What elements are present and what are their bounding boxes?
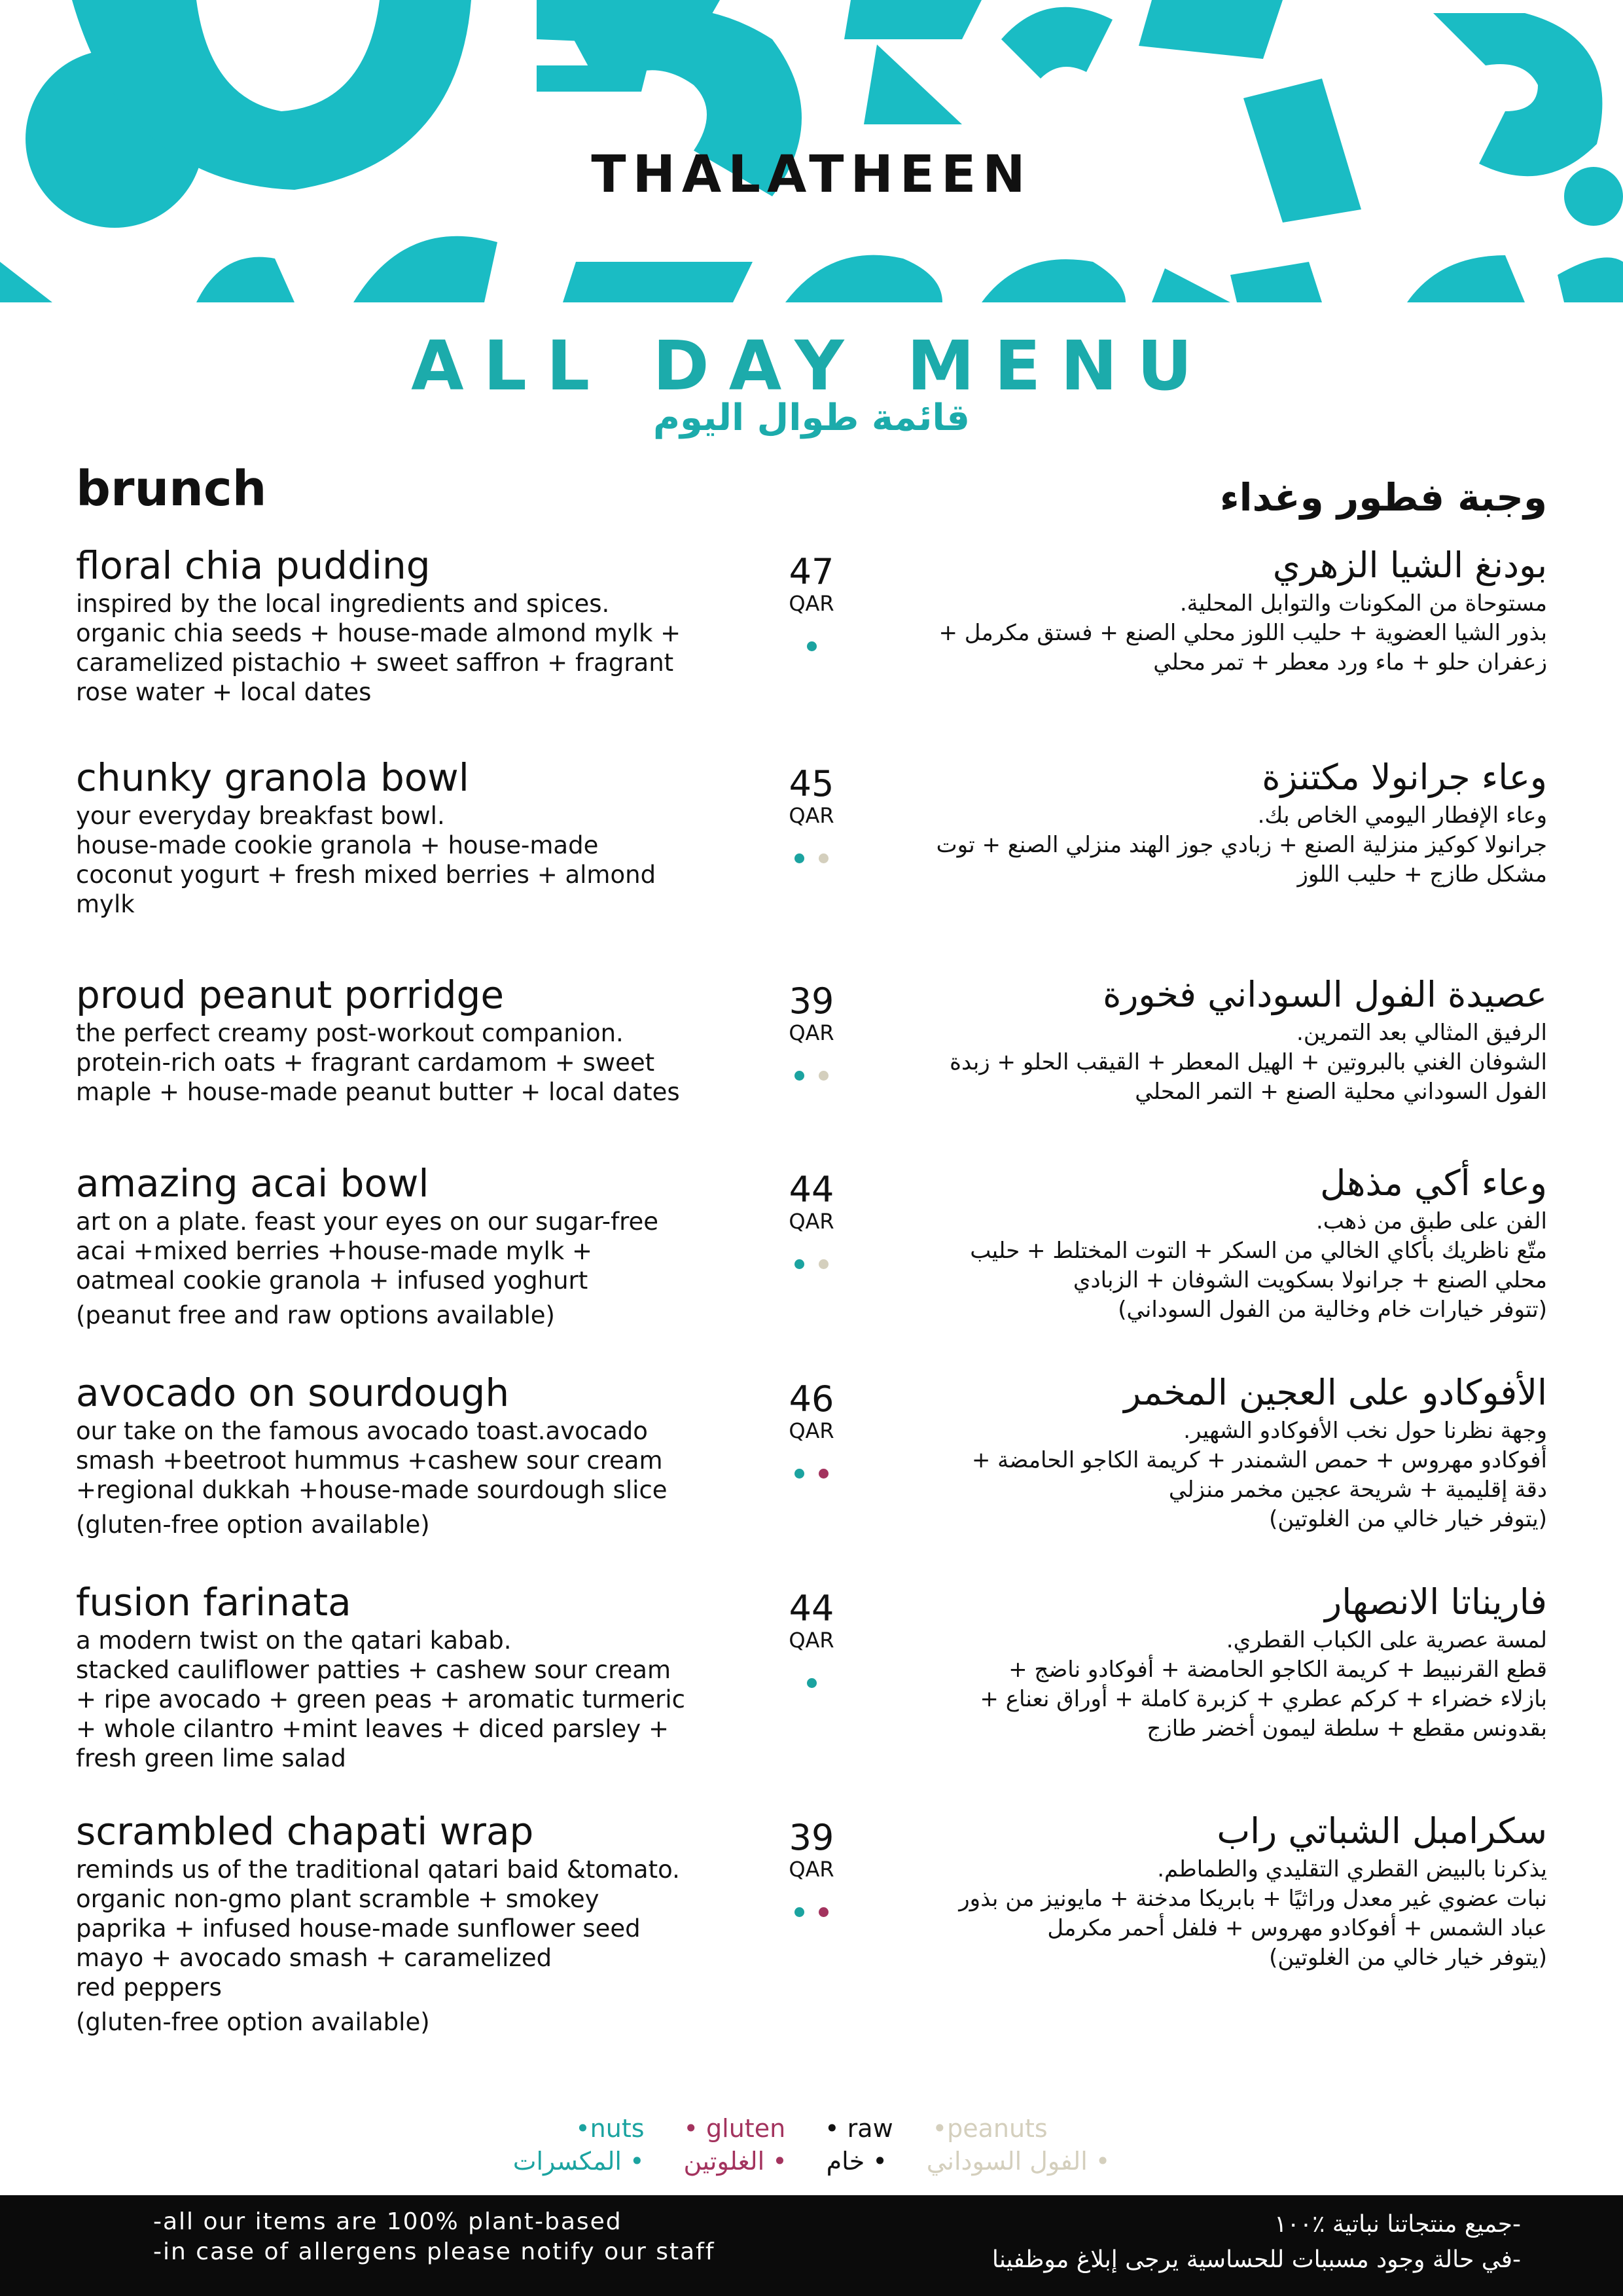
item-description-line: paprika + infused house-made sunflower seed	[76, 1914, 641, 1943]
item-description-line-arabic: مشكل طازج + حليب اللوز	[1297, 861, 1547, 888]
item-name-arabic: الأفوكادو على العجين المخمر	[1124, 1372, 1547, 1413]
item-arabic	[853, 542, 1547, 677]
item-description-line-arabic: الفن على طبق من ذهب.	[1315, 1208, 1547, 1234]
item-description-line: fresh green lime salad	[76, 1744, 346, 1772]
item-description-line: organic non-gmo plant scramble + smokey	[76, 1885, 599, 1913]
peanuts-dot-icon	[819, 1071, 829, 1081]
header-banner	[0, 0, 1623, 302]
item-description-line: + ripe avocado + green peas + aromatic turmeric	[76, 1685, 685, 1713]
item-name: proud peanut porridge	[76, 973, 505, 1017]
allergen-legend-arabic	[0, 2147, 1623, 2176]
item-description-line-arabic: وعاء الإفطار اليومي الخاص بك.	[1257, 802, 1547, 829]
item-name-arabic: وعاء أكي مذهل	[1320, 1162, 1547, 1204]
item-english	[76, 754, 757, 919]
price-value: 39	[789, 1817, 834, 1858]
item-description-line: + whole cilantro +mint leaves + diced parsley +	[76, 1715, 669, 1743]
item-name-arabic: فاريناتا الانصهار	[1325, 1581, 1547, 1623]
peanuts-dot-icon	[819, 1259, 829, 1269]
item-price	[779, 552, 844, 615]
item-description-line-arabic: الرفيق المثالي بعد التمرين.	[1296, 1020, 1547, 1046]
nuts-dot-icon	[794, 1259, 804, 1269]
item-description-line-arabic: الفول السوداني محلية الصنع + التمر المحلي	[1135, 1079, 1547, 1105]
allergen-legend	[0, 2114, 1623, 2143]
item-arabic	[853, 1160, 1547, 1325]
item-english	[76, 1579, 757, 1773]
item-price	[779, 1170, 844, 1233]
footer-note: -in case of allergens please notify our staff	[153, 2238, 715, 2265]
item-description-line: +regional dukkah +house-made sourdough slice	[76, 1476, 668, 1504]
legend-raw-arabic: • خام	[826, 2147, 887, 2176]
item-description-line-arabic: زعفران حلو + ماء ورد معطر + تمر محلي	[1153, 649, 1547, 675]
item-description-line-arabic: محلي الصنع + جرانولا بسكويت الشوفان + الزبادي	[1073, 1267, 1547, 1293]
nuts-dot-icon	[807, 1678, 817, 1688]
item-description-line-arabic: بازلاء خضراء + كركم عطري + كزبرة كاملة + أوراق نعناع +	[980, 1686, 1547, 1712]
item-description-line: caramelized pistachio + sweet saffron + fragrant	[76, 649, 674, 677]
price-value: 39	[789, 980, 834, 1022]
item-description-line: rose water + local dates	[76, 678, 372, 706]
item-name: amazing acai bowl	[76, 1161, 429, 1206]
item-description-line-arabic: متّع ناظريك بأكاي الخالي من السكر + التوت المختلط + حليب	[970, 1238, 1547, 1264]
item-note-arabic: (يتوفر خيار خالي من الغلوتين)	[1269, 1506, 1547, 1532]
item-description-line-arabic: مستوحاة من المكونات والتوابل المحلية.	[1179, 590, 1547, 617]
item-description-line: house-made cookie granola + house-made	[76, 831, 599, 859]
price-currency: QAR	[789, 1418, 834, 1443]
item-price	[779, 1589, 844, 1652]
item-description-line-arabic: جرانولا كوكيز منزلية الصنع + زبادي جوز الهند منزلي الصنع + توت	[936, 832, 1547, 858]
item-price	[779, 1380, 844, 1443]
item-description-line-arabic: بذور الشيا العضوية + حليب اللوز محلي الصنع + فستق مكرمل +	[938, 620, 1547, 646]
footer-notes	[153, 2207, 715, 2267]
item-price	[779, 982, 844, 1045]
menu-title: ALL DAY MENU	[411, 326, 1212, 406]
item-arabic	[853, 971, 1547, 1107]
nuts-dot-icon	[794, 1469, 804, 1479]
item-note: (peanut free and raw options available)	[76, 1301, 555, 1329]
item-description-line-arabic: يذكرنا بالبيض القطري التقليدي والطماطم.	[1157, 1856, 1547, 1882]
allergen-dots	[779, 1469, 844, 1479]
item-description-line: oatmeal cookie granola + infused yoghurt	[76, 1266, 588, 1295]
item-name: fusion farinata	[76, 1580, 351, 1624]
legend-nuts: •nuts	[575, 2114, 645, 2143]
allergen-dots	[779, 853, 844, 863]
nuts-dot-icon	[807, 641, 817, 651]
item-description-line-arabic: دقة إقليمية + شريحة عجين مخمر منزلي	[1168, 1477, 1547, 1503]
item-english	[76, 1808, 757, 2037]
item-note-arabic: (تتوفر خيارات خام وخالية من الفول السوداني)	[1118, 1297, 1547, 1323]
item-english	[76, 1160, 757, 1330]
item-description-line: your everyday breakfast bowl.	[76, 802, 445, 830]
brand-logo: THALATHEEN	[591, 145, 1032, 204]
item-description-line: red peppers	[76, 1973, 222, 2001]
item-english	[76, 542, 757, 707]
allergen-dots	[779, 641, 844, 651]
item-description-line: protein-rich oats + fragrant cardamom + sweet	[76, 1049, 655, 1077]
item-description-line-arabic: عباد الشمس + أفوكادو مهروس + فلفل أحمر مكرمل	[1047, 1915, 1547, 1941]
footer-note: -all our items are 100% plant-based	[153, 2208, 622, 2235]
nuts-dot-icon	[794, 853, 804, 863]
legend-gluten: • gluten	[683, 2114, 786, 2143]
nuts-dot-icon	[794, 1907, 804, 1917]
footer-notes-arabic	[992, 2207, 1521, 2278]
legend-peanuts-arabic: • الفول السوداني	[926, 2147, 1111, 2176]
price-currency: QAR	[789, 803, 834, 828]
footer-note-arabic: -في حالة وجود مسببات للحساسية يرجى إبلاغ موظفينا	[991, 2246, 1521, 2273]
menu-title-arabic: قائمة طوال اليوم	[652, 397, 971, 439]
footer	[0, 2195, 1623, 2296]
price-value: 47	[789, 551, 834, 592]
item-note: (gluten-free option available)	[76, 1511, 430, 1539]
item-name: floral chia pudding	[76, 543, 431, 588]
item-arabic	[853, 1369, 1547, 1534]
item-description-line: organic chia seeds + house-made almond mylk +	[76, 619, 681, 647]
item-description-line-arabic: قطع القرنبيط + كريمة الكاجو الحامضة + أفوكادو ناضج +	[1008, 1657, 1547, 1683]
price-currency: QAR	[789, 1209, 834, 1234]
item-description-line: reminds us of the traditional qatari baid &tomato.	[76, 1856, 680, 1884]
item-arabic	[853, 754, 1547, 889]
legend-raw: • raw	[825, 2114, 893, 2143]
price-currency: QAR	[789, 1020, 834, 1045]
item-price	[779, 764, 844, 827]
price-value: 44	[789, 1169, 834, 1210]
gluten-dot-icon	[819, 1469, 829, 1479]
price-currency: QAR	[789, 1628, 834, 1653]
item-description-line: coconut yogurt + fresh mixed berries + almond	[76, 861, 656, 889]
item-name-arabic: بودنغ الشيا الزهري	[1272, 545, 1547, 586]
price-currency: QAR	[789, 591, 834, 616]
item-description-line: art on a plate. feast your eyes on our sugar-free	[76, 1208, 659, 1236]
nuts-dot-icon	[794, 1071, 804, 1081]
price-value: 45	[789, 763, 834, 804]
item-name: chunky granola bowl	[76, 755, 469, 800]
item-description-line: inspired by the local ingredients and spices.	[76, 590, 610, 618]
allergen-dots	[779, 1678, 844, 1688]
price-value: 46	[789, 1378, 834, 1420]
item-price	[779, 1818, 844, 1881]
section-heading-arabic: وجبة فطور وغداء	[1219, 475, 1547, 520]
item-name-arabic: عصيدة الفول السوداني فخورة	[1103, 974, 1547, 1015]
item-description-line-arabic: نبات عضوي غير معدل وراثيًا + بابريكا مدخنة + مايونيز من بذور	[959, 1886, 1547, 1912]
item-description-line: the perfect creamy post-workout companion.	[76, 1019, 624, 1047]
footer-note-arabic: -جميع منتجاتنا نباتية ٪١٠٠	[1274, 2211, 1521, 2238]
item-description-line-arabic: وجهة نظرنا حول نخب الأفوكادو الشهير.	[1183, 1418, 1547, 1444]
item-note-arabic: (يتوفر خيار خالي من الغلوتين)	[1269, 1945, 1547, 1971]
item-note: (gluten-free option available)	[76, 2008, 430, 2036]
item-description-line: smash +beetroot hummus +cashew sour cream	[76, 1446, 663, 1475]
item-description-line: stacked cauliflower patties + cashew sour cream	[76, 1656, 671, 1684]
item-description-line: maple + house-made peanut butter + local dates	[76, 1078, 680, 1106]
price-value: 44	[789, 1588, 834, 1629]
allergen-dots	[779, 1071, 844, 1081]
peanuts-dot-icon	[819, 853, 829, 863]
legend-gluten-arabic: • الغلوتين	[683, 2147, 787, 2176]
price-currency: QAR	[789, 1857, 834, 1882]
legend-peanuts: •peanuts	[932, 2114, 1048, 2143]
legend-nuts-arabic: • المكسرات	[512, 2147, 645, 2176]
item-english	[76, 1369, 757, 1539]
item-description-line-arabic: أفوكادو مهروس + حمص الشمندر + كريمة الكاجو الحامضة +	[971, 1447, 1547, 1473]
allergen-dots	[779, 1259, 844, 1269]
item-description-line: a modern twist on the qatari kabab.	[76, 1626, 512, 1655]
item-arabic	[853, 1808, 1547, 1973]
item-description-line: our take on the famous avocado toast.avocado	[76, 1417, 648, 1445]
section-heading: brunch	[76, 461, 267, 517]
item-description-line-arabic: الشوفان الغني بالبروتين + الهيل المعطر + القيقب الحلو + زبدة	[950, 1049, 1547, 1075]
item-description-line: mylk	[76, 890, 135, 918]
item-english	[76, 971, 757, 1107]
item-name-arabic: وعاء جرانولا مكتنزة	[1262, 757, 1547, 798]
item-description-line: mayo + avocado smash + caramelized	[76, 1944, 552, 1972]
item-description-line-arabic: بقدونس مقطع + سلطة ليمون أخضر طازج	[1147, 1715, 1547, 1742]
item-arabic	[853, 1579, 1547, 1744]
item-name-arabic: سكرامبل الشباتي راب	[1217, 1810, 1547, 1852]
item-description-line-arabic: لمسة عصرية على الكباب القطري.	[1226, 1627, 1547, 1653]
item-name: scrambled chapati wrap	[76, 1809, 534, 1854]
item-name: avocado on sourdough	[76, 1371, 510, 1415]
allergen-dots	[779, 1907, 844, 1917]
gluten-dot-icon	[819, 1907, 829, 1917]
item-description-line: acai +mixed berries +house-made mylk +	[76, 1237, 592, 1265]
